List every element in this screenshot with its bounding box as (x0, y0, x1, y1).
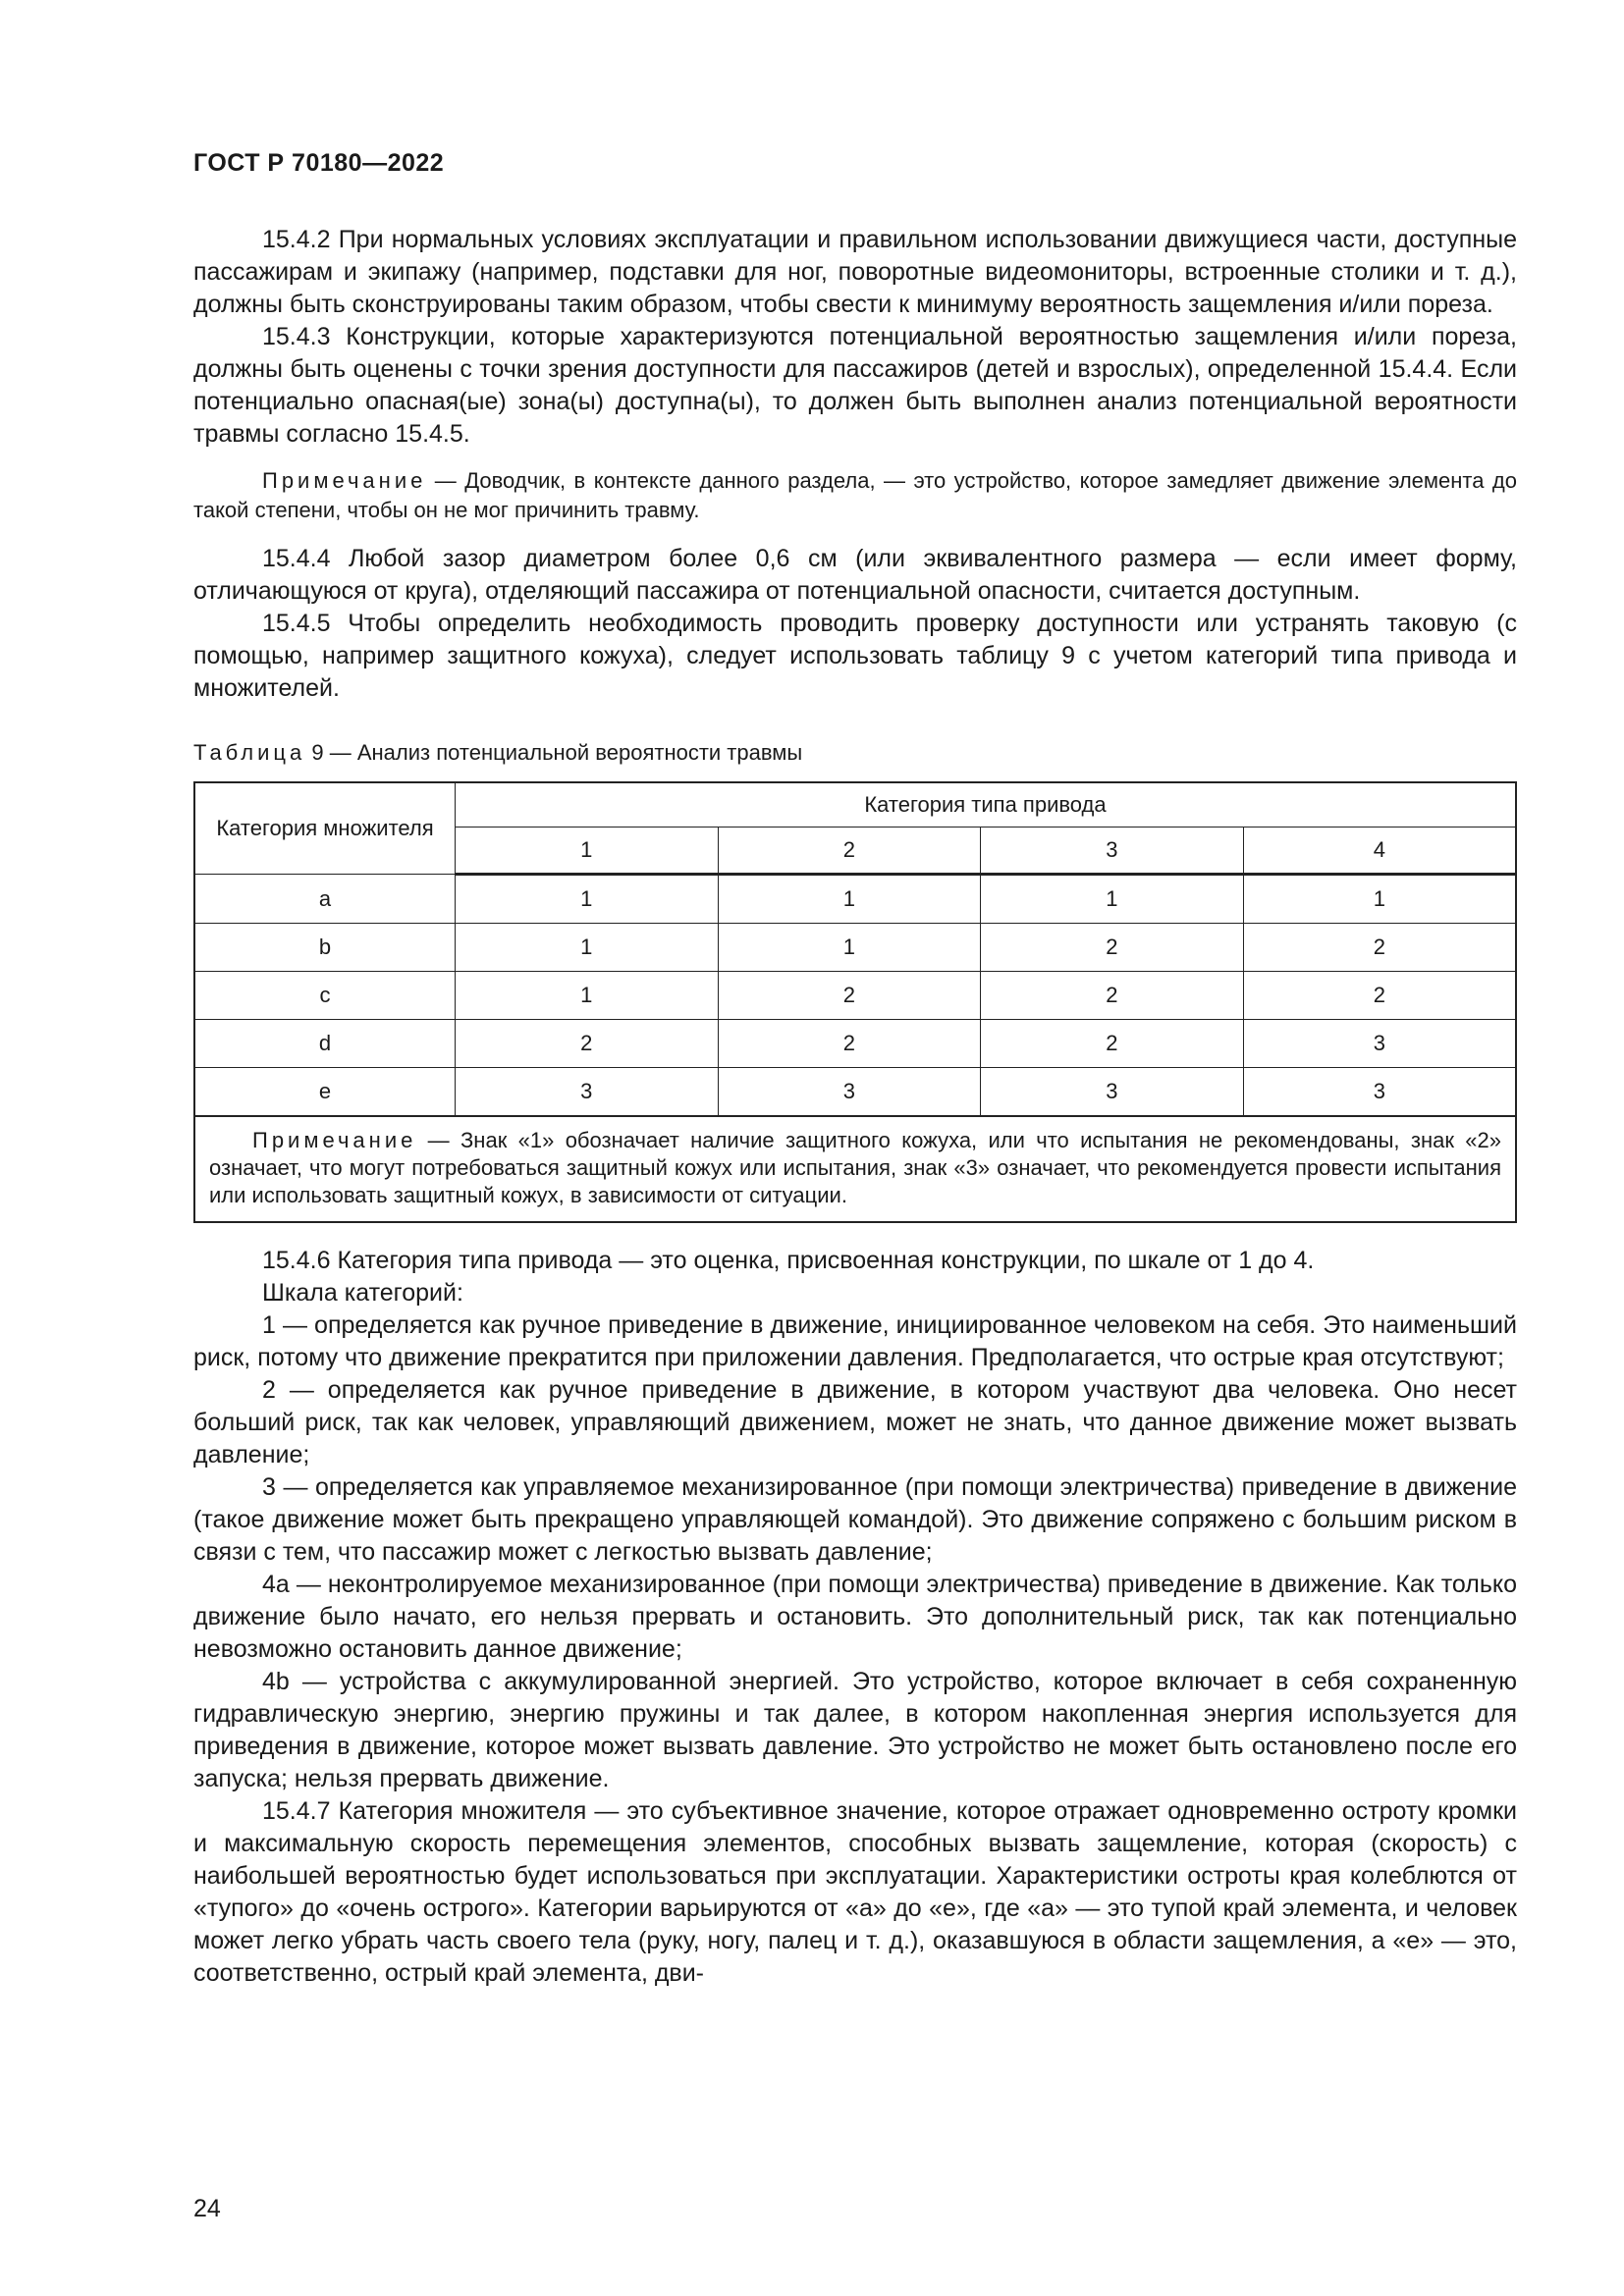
table-note-row (194, 1116, 1516, 1222)
table-row (194, 972, 1516, 1020)
table-cell: 1 (718, 875, 981, 924)
note-text: — Доводчик, в контексте данного раздела, — это устройство, которое замедляет движение элемента до такой степени, чтобы он не мог причинить травму. (193, 468, 1517, 522)
paragraph-15-4-2: 15.4.2 При нормальных условиях эксплуатации и правильном использовании движущиеся части, доступные пассажирам и экипажу (например, подставки для ног, поворотные видеомониторы, встроенные столики и т. д.), должны быть сконструированы таким образом, чтобы свести к минимуму вероятность защемления и/или пореза. (193, 226, 1517, 318)
injury-probability-table (193, 781, 1517, 1223)
paragraph-category-4a: 4a — неконтролируемое механизированное (при помощи электричества) приведение в движение. Как только движение было начато, его нельзя прервать и остановить. Это дополнительный риск, так как потенциально невозможно остановить данное движение; (193, 1571, 1517, 1663)
table-cell: 2 (981, 1020, 1244, 1068)
paragraph-category-1: 1 — определяется как ручное приведение в движение, инициированное человеком на себя. Это наименьший риск, потому что движение прекратится при приложении давления. Предполагается, что острые края отсутствуют; (193, 1311, 1517, 1371)
page-content (193, 224, 1517, 1990)
table-note-label: Примечание (252, 1128, 417, 1152)
table-cell: 3 (456, 1068, 719, 1117)
section-after-table (193, 1245, 1517, 1990)
table-note (194, 1116, 1516, 1222)
paragraph-scale-title: Шкала категорий: (262, 1279, 463, 1307)
table-cell: 1 (456, 972, 719, 1020)
header-drive-4: 4 (1243, 828, 1516, 875)
row-category: d (194, 1020, 456, 1068)
paragraph-15-4-6: 15.4.6 Категория типа привода — это оценка, присвоенная конструкции, по шкале от 1 до 4. (262, 1247, 1315, 1274)
table-cell: 1 (456, 875, 719, 924)
table-cell: 2 (456, 1020, 719, 1068)
page-number: 24 (193, 2195, 221, 2222)
table-cell: 2 (981, 972, 1244, 1020)
table-cell: 1 (718, 924, 981, 972)
paragraph-category-3: 3 — определяется как управляемое механизированное (при помощи электричества) приведение в движение (такое движение может быть прекращено управляющей командой). Это движение сопряжено с большим риском в связи с тем, что пассажир может с легкостью вызвать давление; (193, 1473, 1517, 1566)
document-code-header: ГОСТ Р 70180—2022 (193, 149, 445, 177)
table-cell: 2 (718, 1020, 981, 1068)
paragraph-15-4-3: 15.4.3 Конструкции, которые характеризуются потенциальной вероятностью защемления и/или пореза, должны быть оценены с точки зрения доступности для пассажиров (детей и взрослых), определенной 15.4.4. Если потенциально опасная(ые) зона(ы) доступна(ы), то должен быть выполнен анализ потенциальной вероятности травмы согласно 15.4.5. (193, 323, 1517, 448)
table-cell: 2 (1243, 972, 1516, 1020)
table-row (194, 924, 1516, 972)
header-drive-category: Категория типа привода (456, 782, 1517, 828)
row-category: b (194, 924, 456, 972)
paragraph-15-4-5: 15.4.5 Чтобы определить необходимость проводить проверку доступности или устранять таковую (с помощью, например защитного кожуха), следует использовать таблицу 9 с учетом категорий типа привода и множителей. (193, 610, 1517, 702)
row-category: a (194, 875, 456, 924)
table-cell: 3 (718, 1068, 981, 1117)
table-cell: 1 (1243, 875, 1516, 924)
table-row (194, 1020, 1516, 1068)
header-drive-2: 2 (718, 828, 981, 875)
paragraph-15-4-4: 15.4.4 Любой зазор диаметром более 0,6 см (или эквивалентного размера — если имеет форму, отличающуюся от круга), отделяющий пассажира от потенциальной опасности, считается доступным. (193, 545, 1517, 605)
note-closer (193, 466, 1517, 525)
table-row (194, 1068, 1516, 1117)
table-cell: 3 (1243, 1020, 1516, 1068)
table-caption-text: 9 — Анализ потенциальной вероятности травмы (305, 740, 803, 765)
table-caption-label: Таблица (193, 740, 306, 765)
row-category: e (194, 1068, 456, 1117)
table-note-text: — Знак «1» обозначает наличие защитного кожуха, или что испытания не рекомендованы, знак «2» означает, что могут потребоваться защитный кожух или испытания, знак «3» означает, что рекомендуется провести испытания или использовать защитный кожух, в зависимости от ситуации. (209, 1128, 1501, 1207)
header-multiplier-category: Категория множителя (194, 782, 456, 875)
paragraph-category-2: 2 — определяется как ручное приведение в движение, в котором участвуют два человека. Оно несет больший риск, так как человек, управляющий движением, может не знать, что данное движение может вызвать давление; (193, 1376, 1517, 1468)
table-cell: 2 (718, 972, 981, 1020)
note-label: Примечание (262, 468, 427, 493)
table-cell: 2 (981, 924, 1244, 972)
paragraph-category-4b: 4b — устройства с аккумулированной энергией. Это устройство, которое включает в себя сохраненную гидравлическую энергию, энергию пружины и так далее, в котором накопленная энергия используется для приведения в движение, которое может вызвать давление. Это устройство не может быть остановлено после его запуска; нельзя прервать движение. (193, 1668, 1517, 1792)
table-caption (193, 738, 1517, 768)
paragraph-15-4-7: 15.4.7 Категория множителя — это субъективное значение, которое отражает одновременно остроту кромки и максимальную скорость перемещения элементов, способных вызвать защемление, которая (скорость) с наибольшей вероятностью будет использоваться при эксплуатации. Характеристики остроты края колеблются от «тупого» до «очень острого». Категории варьируются от «а» до «е», где «а» — это тупой край элемента, и человек может легко убрать часть своего тела (руку, ногу, палец и т. д.), оказавшуюся в области защемления, а «е» — это, соответственно, острый край элемента, дви- (193, 1797, 1517, 1987)
header-drive-3: 3 (981, 828, 1244, 875)
table-cell: 2 (1243, 924, 1516, 972)
table-cell: 1 (981, 875, 1244, 924)
row-category: c (194, 972, 456, 1020)
table-cell: 1 (456, 924, 719, 972)
table-row (194, 875, 1516, 924)
header-drive-1: 1 (456, 828, 719, 875)
table-cell: 3 (981, 1068, 1244, 1117)
table-cell: 3 (1243, 1068, 1516, 1117)
